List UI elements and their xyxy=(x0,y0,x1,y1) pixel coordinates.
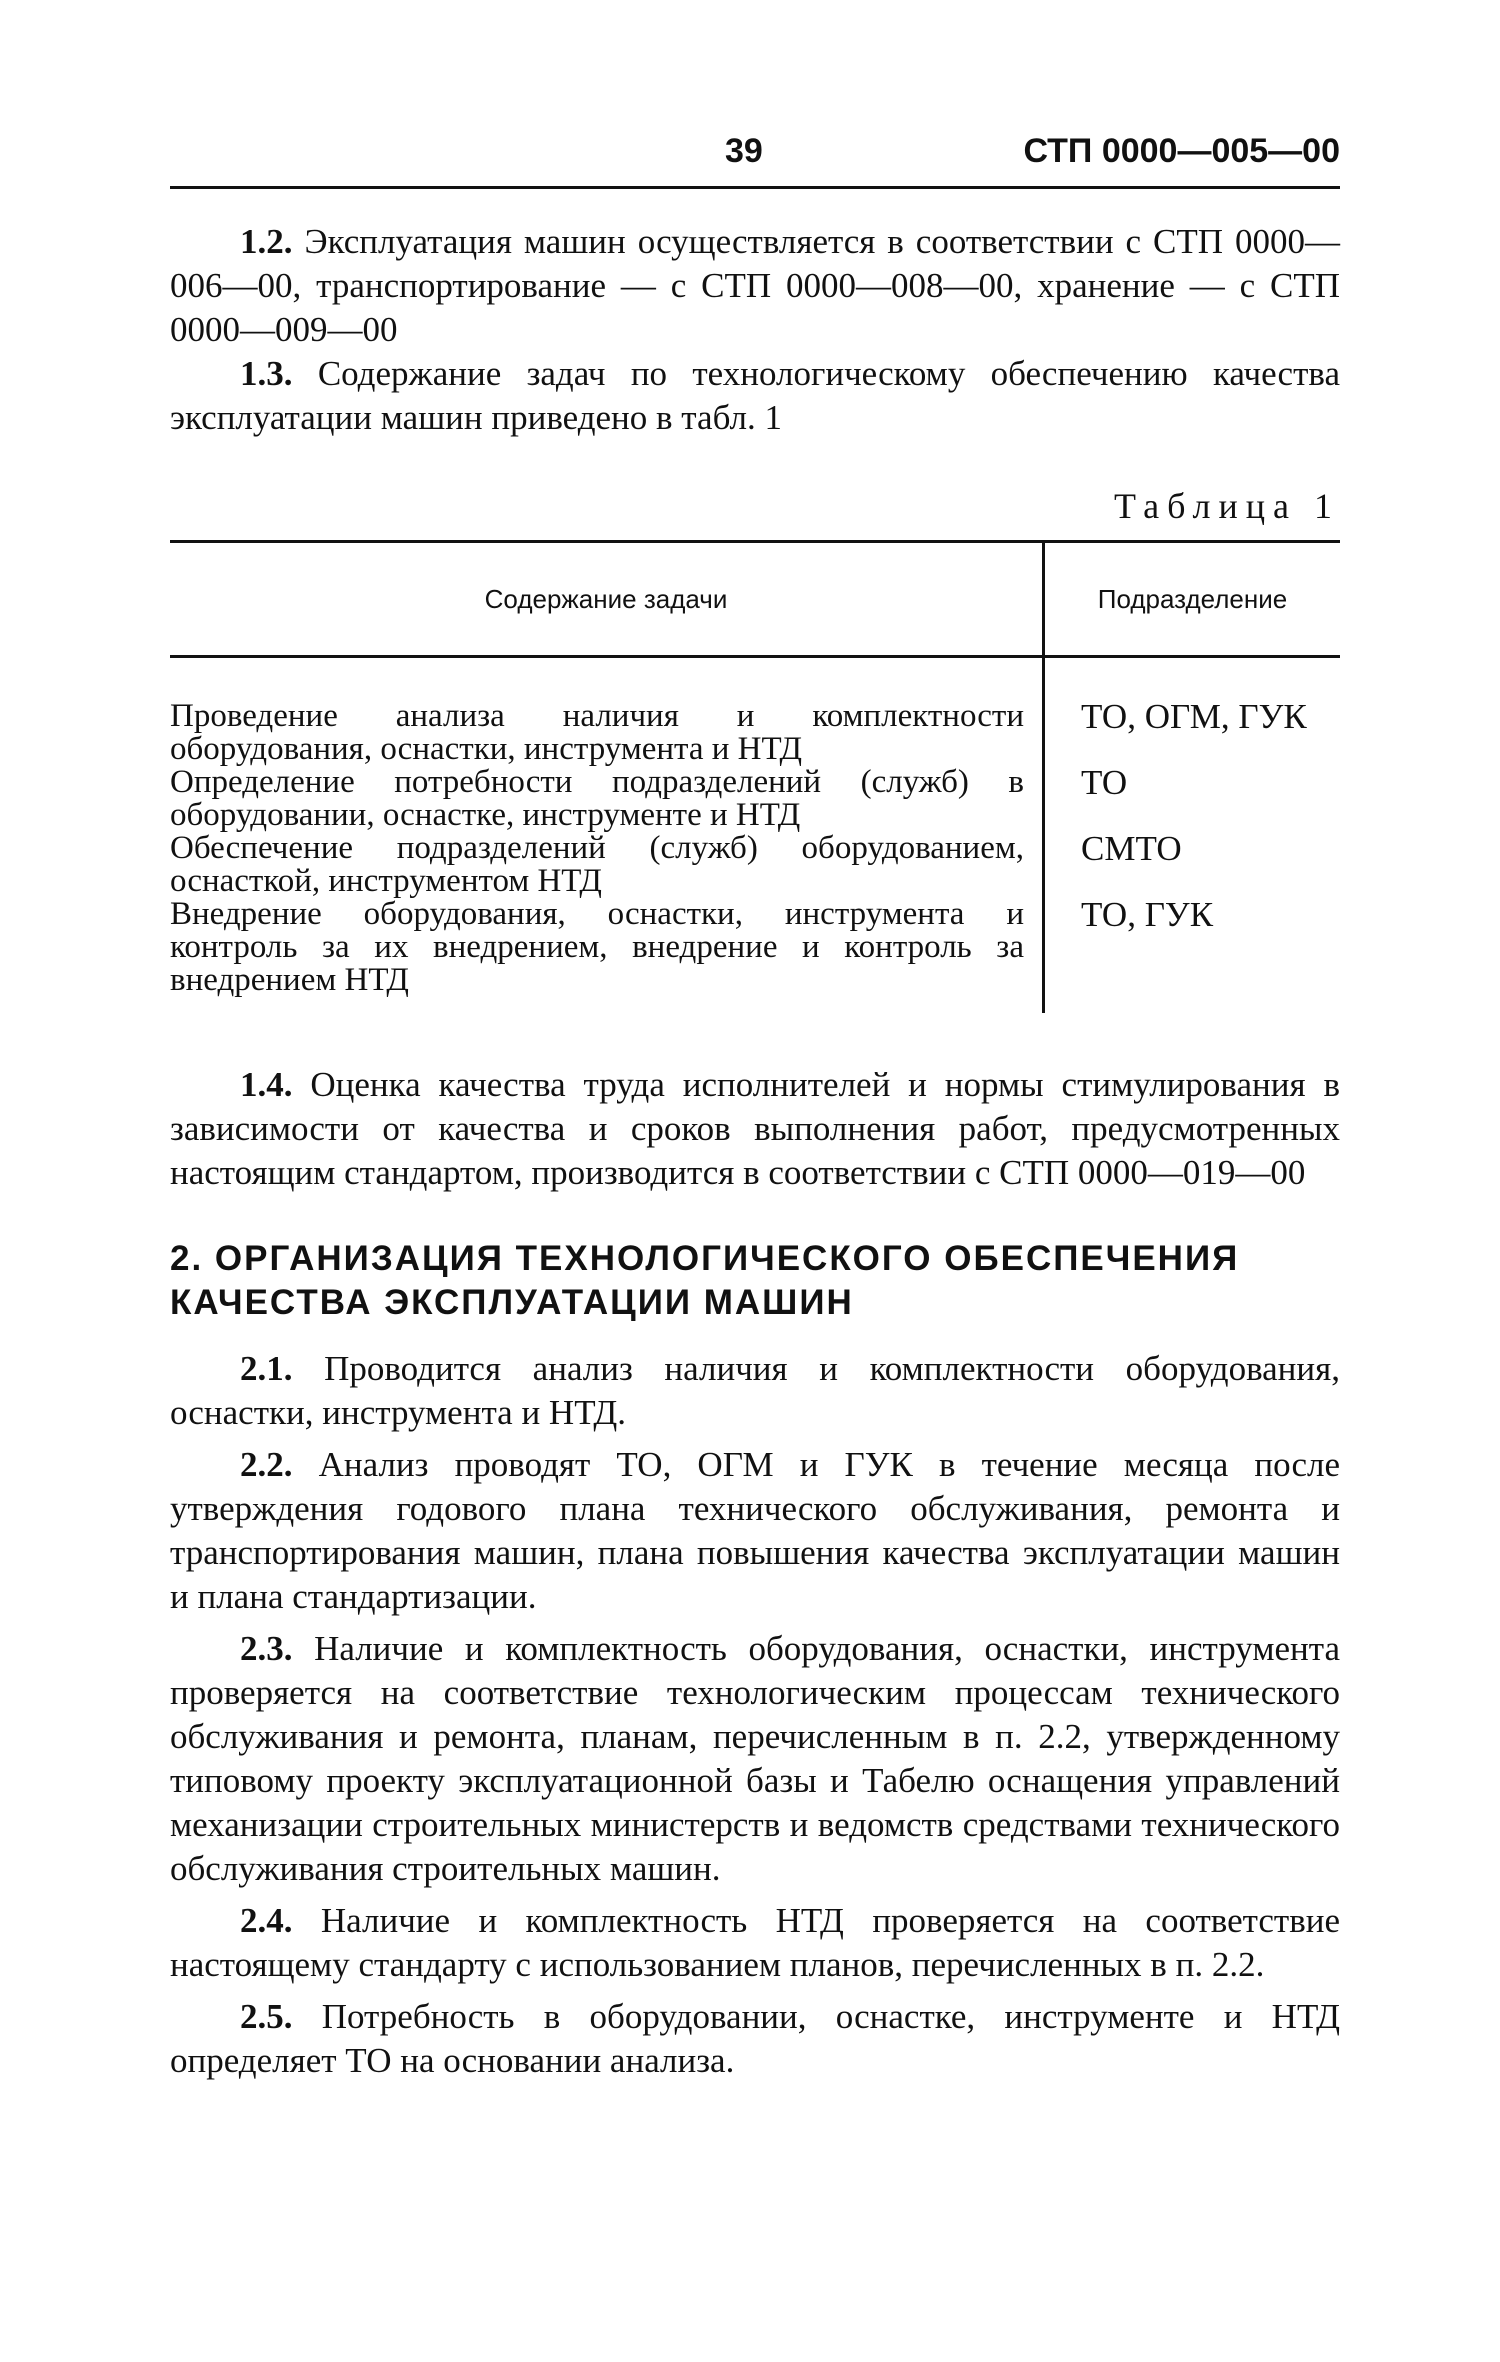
dept-cell: ТО, ОГМ, ГУК xyxy=(1081,697,1307,736)
clause-number: 2.4. xyxy=(240,1901,293,1940)
task-cell: Определение потребности подразделений (служб) в оборудовании, оснастке, инструменте и НТД xyxy=(170,766,1044,832)
clause-text: Проводится анализ наличия и комплектности оборудования, оснастки, инструмента и НТД. xyxy=(170,1349,1340,1432)
document-code: СТП 0000—005—00 xyxy=(1023,132,1340,170)
clause-text: Эксплуатация машин осуществляется в соответствии с СТП 0000—006—00, транспортирование — с СТП 0000—008—00, хранение — с СТП 0000—009—00 xyxy=(170,222,1340,349)
page-content xyxy=(170,220,1340,2083)
dept-cell: СМТО xyxy=(1081,829,1182,868)
clause-number: 2.3. xyxy=(240,1629,293,1668)
table-row xyxy=(170,657,1340,767)
dept-cell: ТО xyxy=(1081,763,1128,802)
tasks-table xyxy=(170,540,1340,1013)
table-row xyxy=(170,898,1340,1013)
section-2-heading: 2. ОРГАНИЗАЦИЯ ТЕХНОЛОГИЧЕСКОГО ОБЕСПЕЧЕНИЯ КАЧЕСТВА ЭКСПЛУАТАЦИИ МАШИН xyxy=(170,1239,1240,1322)
paragraph-1-2 xyxy=(170,220,1340,352)
header-rule xyxy=(170,186,1340,189)
paragraph-2-5 xyxy=(170,1995,1340,2083)
paragraph-2-1 xyxy=(170,1347,1340,1435)
column-header-task: Содержание задачи xyxy=(170,542,1044,657)
table-caption: Таблица 1 xyxy=(1114,486,1340,526)
clause-number: 1.3. xyxy=(240,354,293,393)
clause-text: Содержание задач по технологическому обеспечению качества эксплуатации машин приведено в табл. 1 xyxy=(170,354,1340,437)
task-cell: Обеспечение подразделений (служб) оборудованием, оснасткой, инструментом НТД xyxy=(170,832,1044,898)
clause-text: Потребность в оборудовании, оснастке, инструменте и НТД определяет ТО на основании анализа. xyxy=(170,1997,1340,2080)
task-cell: Проведение анализа наличия и комплектности оборудования, оснастки, инструмента и НТД xyxy=(170,657,1044,767)
clause-text: Наличие и комплектность НТД проверяется на соответствие настоящему стандарту с использованием планов, перечисленных в п. 2.2. xyxy=(170,1901,1340,1984)
column-header-dept: Подразделение xyxy=(1044,542,1341,657)
table-row xyxy=(170,766,1340,832)
page-header xyxy=(170,120,1340,180)
paragraph-2-2 xyxy=(170,1443,1340,1619)
clause-text: Анализ проводят ТО, ОГМ и ГУК в течение месяца после утверждения годового плана технического обслуживания, ремонта и транспортирования машин, плана повышения качества эксплуатации машин и плана стандартизации. xyxy=(170,1445,1340,1616)
table-row xyxy=(170,832,1340,898)
paragraph-1-4 xyxy=(170,1063,1340,1195)
page-number: 39 xyxy=(725,132,763,170)
task-cell: Внедрение оборудования, оснастки, инструмента и контроль за их внедрением, внедрение и контроль за внедрением НТД xyxy=(170,898,1044,1013)
clause-number: 2.1. xyxy=(240,1349,293,1388)
table-header-row xyxy=(170,542,1340,657)
paragraph-1-3 xyxy=(170,352,1340,440)
clause-number: 1.4. xyxy=(240,1065,293,1104)
clause-text: Наличие и комплектность оборудования, оснастки, инструмента проверяется на соответствие технологическим процессам технического обслуживания и ремонта, планам, перечисленным в п. 2.2, утвержденному типовому проекту эксплуатационной базы и Табелю оснащения управлений механизации строительных министерств и ведомств средствами технического обслуживания строительных машин. xyxy=(170,1629,1340,1888)
clause-text: Оценка качества труда исполнителей и нормы стимулирования в зависимости от качества и сроков выполнения работ, предусмотренных настоящим стандартом, производится в соответствии с СТП 0000—019—00 xyxy=(170,1065,1340,1192)
document-page xyxy=(170,120,1340,2080)
clause-number: 2.5. xyxy=(240,1997,293,2036)
clause-number: 1.2. xyxy=(240,222,293,261)
paragraph-2-3 xyxy=(170,1627,1340,1891)
paragraph-2-4 xyxy=(170,1899,1340,1987)
clause-number: 2.2. xyxy=(240,1445,293,1484)
dept-cell: ТО, ГУК xyxy=(1081,895,1214,934)
